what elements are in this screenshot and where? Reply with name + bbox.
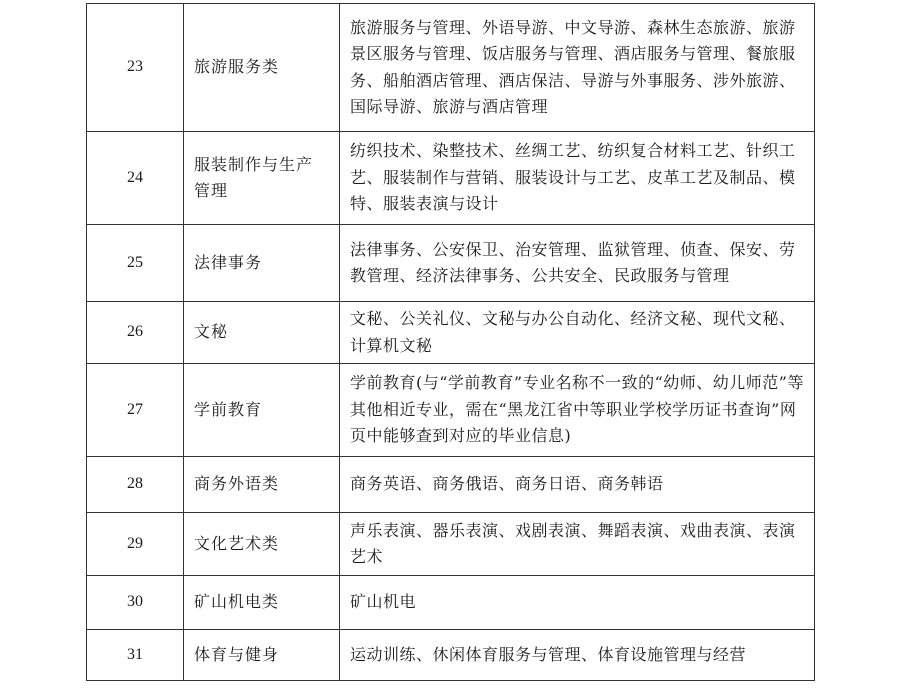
category-name: 服装制作与生产管理 (184, 132, 340, 225)
category-name: 商务外语类 (184, 457, 340, 513)
category-name: 法律事务 (184, 225, 340, 302)
table-row (87, 364, 815, 457)
category-name: 旅游服务类 (184, 4, 340, 132)
major-list: 运动训练、休闲体育服务与管理、体育设施管理与经营 (340, 630, 815, 681)
category-name: 文化艺术类 (184, 513, 340, 576)
row-number: 25 (87, 225, 184, 302)
category-name: 文秘 (184, 302, 340, 364)
category-name: 矿山机电类 (184, 576, 340, 630)
table-row (87, 630, 815, 681)
major-list: 矿山机电 (340, 576, 815, 630)
row-number: 31 (87, 630, 184, 681)
major-list: 法律事务、公安保卫、治安管理、监狱管理、侦查、保安、劳教管理、经济法律事务、公共安全、民政服务与管理 (340, 225, 815, 302)
table-row (87, 4, 815, 132)
major-list: 声乐表演、器乐表演、戏剧表演、舞蹈表演、戏曲表演、表演艺术 (340, 513, 815, 576)
major-list: 学前教育(与“学前教育”专业名称不一致的“幼师、幼儿师范”等其他相近专业，需在“黑龙江省中等职业学校学历证书查询”网页中能够查到对应的毕业信息) (340, 364, 815, 457)
row-number: 27 (87, 364, 184, 457)
table-row (87, 132, 815, 225)
row-number: 30 (87, 576, 184, 630)
major-list: 旅游服务与管理、外语导游、中文导游、森林生态旅游、旅游景区服务与管理、饭店服务与管理、酒店服务与管理、餐旅服务、船舶酒店管理、酒店保洁、导游与外事服务、涉外旅游、国际导游、旅游与酒店管理 (340, 4, 815, 132)
row-number: 23 (87, 4, 184, 132)
row-number: 29 (87, 513, 184, 576)
row-number: 26 (87, 302, 184, 364)
major-list: 文秘、公关礼仪、文秘与办公自动化、经济文秘、现代文秘、计算机文秘 (340, 302, 815, 364)
major-list: 纺织技术、染整技术、丝绸工艺、纺织复合材料工艺、针织工艺、服装制作与营销、服装设计与工艺、皮革工艺及制品、模特、服装表演与设计 (340, 132, 815, 225)
category-name: 学前教育 (184, 364, 340, 457)
major-list: 商务英语、商务俄语、商务日语、商务韩语 (340, 457, 815, 513)
table-row (87, 302, 815, 364)
row-number: 24 (87, 132, 184, 225)
table-row (87, 576, 815, 630)
category-name: 体育与健身 (184, 630, 340, 681)
table-row (87, 513, 815, 576)
row-number: 28 (87, 457, 184, 513)
table-row (87, 225, 815, 302)
table-row (87, 457, 815, 513)
majors-table (86, 3, 815, 681)
